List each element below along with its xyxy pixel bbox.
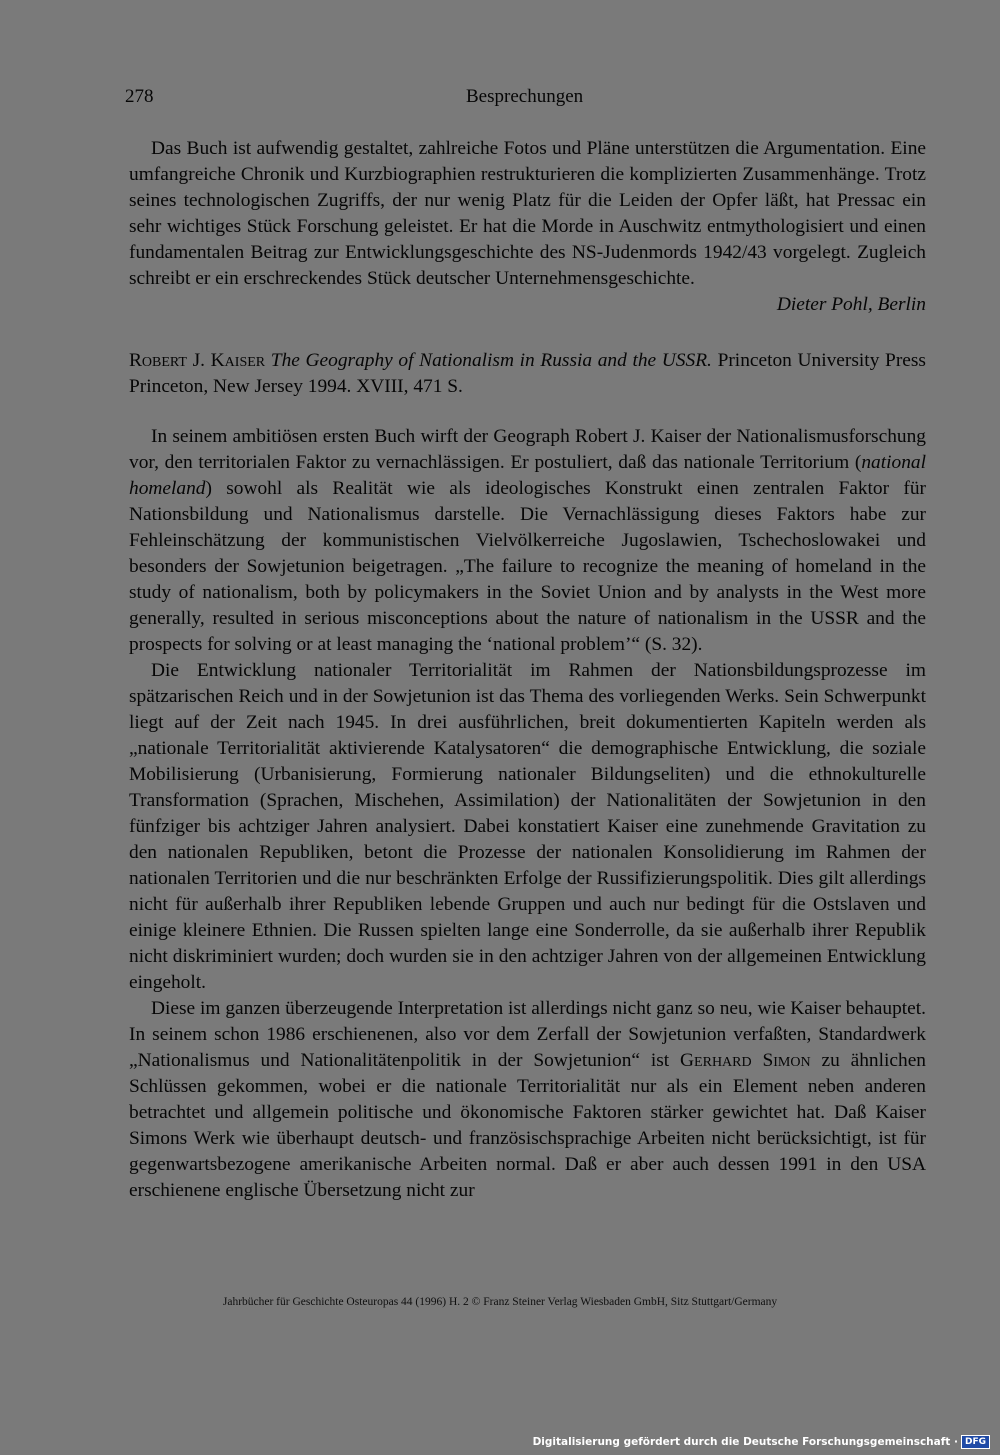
p3-text-b: zu ähnlichen Schlüssen gekommen, wobei er die nationale Territorialität nur als ein Element neben anderen betrachtet und allgemein politische und ökonomische Faktoren stärker gewichtet hat. Daß Kaiser Simons Werk wie überhaupt deutsch- und französischsprachige Arbeiten nicht berücksichtigt, ist für gegenwartsbezogene amerikanische Arbeiten normal. Daß er aber auch dessen 1991 in den USA erschienene englische Übersetzung nicht zur [129,1050,926,1201]
p3-text-a: Diese im ganzen überzeugende Interpretation ist allerdings nicht ganz so neu, wie Kaiser behauptet. In seinem schon 1986 erschienenen, also vor dem Zerfall der Sowjetunion verfaßten, Standardwerk „Nationalismus und Nationalitätenpolitik in der Sowjetunion“ ist [129,998,926,1071]
page-number: 278 [125,86,154,107]
digitization-notice [533,1435,990,1449]
p1-italic-term: national homeland [129,452,926,499]
previous-review-paragraph [129,136,926,292]
p3-cited-author: Gerhard Simon [680,1050,811,1071]
review-paragraph-3 [129,996,926,1204]
previous-review-text [129,136,926,318]
review-body [129,424,926,1204]
p1-text-b: ) sowohl als Realität wie als ideologisches Konstrukt einen zentralen Faktor für Nationsbildung und Nationalismus darstelle. Die Vernachlässigung dieses Faktors habe zur Fehleinschätzung der kommunistischen Vielvölkerreiche Jugoslawien, Tschechoslowakei und besonders der Sowjetunion beigetragen. „The failure to recognize the meaning of homeland in the study of nationalism, both by policymakers in the Soviet Union and by analysts in the West more generally, resulted in serious misconceptions about the nature of nationalism in the USSR and the prospects for solving or at least managing the ‘national problem’“ (S. 32). [129,478,926,655]
dfg-logo-icon: DFG [961,1435,990,1449]
bibliographic-entry [129,348,926,400]
reviewer-signature: Dieter Pohl, Berlin [776,294,926,315]
journal-footer: Jahrbücher für Geschichte Osteuropas 44 (1996) H. 2 © Franz Steiner Verlag Wiesbaden GmbH, Sitz Stuttgart/Germany [222,1296,778,1308]
previous-review-body: Das Buch ist aufwendig gestaltet, zahlreiche Fotos und Pläne unterstützen die Argumentation. Eine umfangreiche Chronik und Kurzbiographien restrukturieren die komplizierten Zusammenhänge. Trotz seines technologischen Zugriffs, der nur wenig Platz für die Leiden der Opfer läßt, hat Pressac ein sehr wichtiges Stück Forschung geleistet. Er hat die Morde in Auschwitz entmythologisiert und einen fundamentalen Beitrag zur Entwicklungsgeschichte des NS-Judenmords 1942/43 vorgelegt. Zugleich schreibt er ein erschreckendes Stück deutscher Unternehmensgeschichte. [129,138,926,289]
book-title: The Geography of Nationalism in Russia and the USSR. [270,350,712,371]
review-paragraph-1 [129,424,926,658]
book-publication: Princeton University Press Princeton, New Jersey 1994. XVIII, 471 S. [129,350,926,397]
reviewer-line [129,292,926,318]
p1-text-a: In seinem ambitiösen ersten Buch wirft der Geograph Robert J. Kaiser der Nationalismusforschung vor, den territorialen Faktor zu vernachlässigen. Er postuliert, daß das nationale Territorium ( [129,426,926,473]
review-heading [129,348,926,400]
book-author: Robert J. Kaiser [129,350,266,371]
digitization-text: Digitalisierung gefördert durch die Deutsche Forschungsgemeinschaft · [532,1436,958,1448]
review-paragraph-2: Die Entwicklung nationaler Territorialität im Rahmen der Nationsbildungsprozesse im spätzarischen Reich und in der Sowjetunion ist das Thema des vorliegenden Werks. Sein Schwerpunkt liegt auf der Zeit nach 1945. In drei ausführlichen, breit dokumentierten Kapiteln werden als „nationale Territorialität aktivierende Katalysatoren“ die demographische Entwicklung, die soziale Mobilisierung (Urbanisierung, Formierung nationaler Bildungseliten) und die ethnokulturelle Transformation (Sprachen, Mischehen, Assimilation) der Nationalitäten der Sowjetunion in den fünfziger bis achtziger Jahren analysiert. Dabei konstatiert Kaiser eine zunehmende Gravitation zu den nationalen Republiken, betont die Prozesse der nationalen Konsolidierung im Rahmen der nationalen Territorien und die nur beschränkten Erfolge der Russifizierungspolitik. Dies gilt allerdings nicht für außerhalb ihrer Republiken lebende Gruppen und auch nur bedingt für die Ostslaven und einige kleinere Ethnien. Die Russen spielten lange eine Sonderrolle, da sie außerhalb ihrer Republik nicht diskriminiert wurden; doch wurden sie in den achtziger Jahren von der allgemeinen Entwicklung eingeholt. [129,660,926,993]
running-title: Besprechungen [466,86,584,107]
